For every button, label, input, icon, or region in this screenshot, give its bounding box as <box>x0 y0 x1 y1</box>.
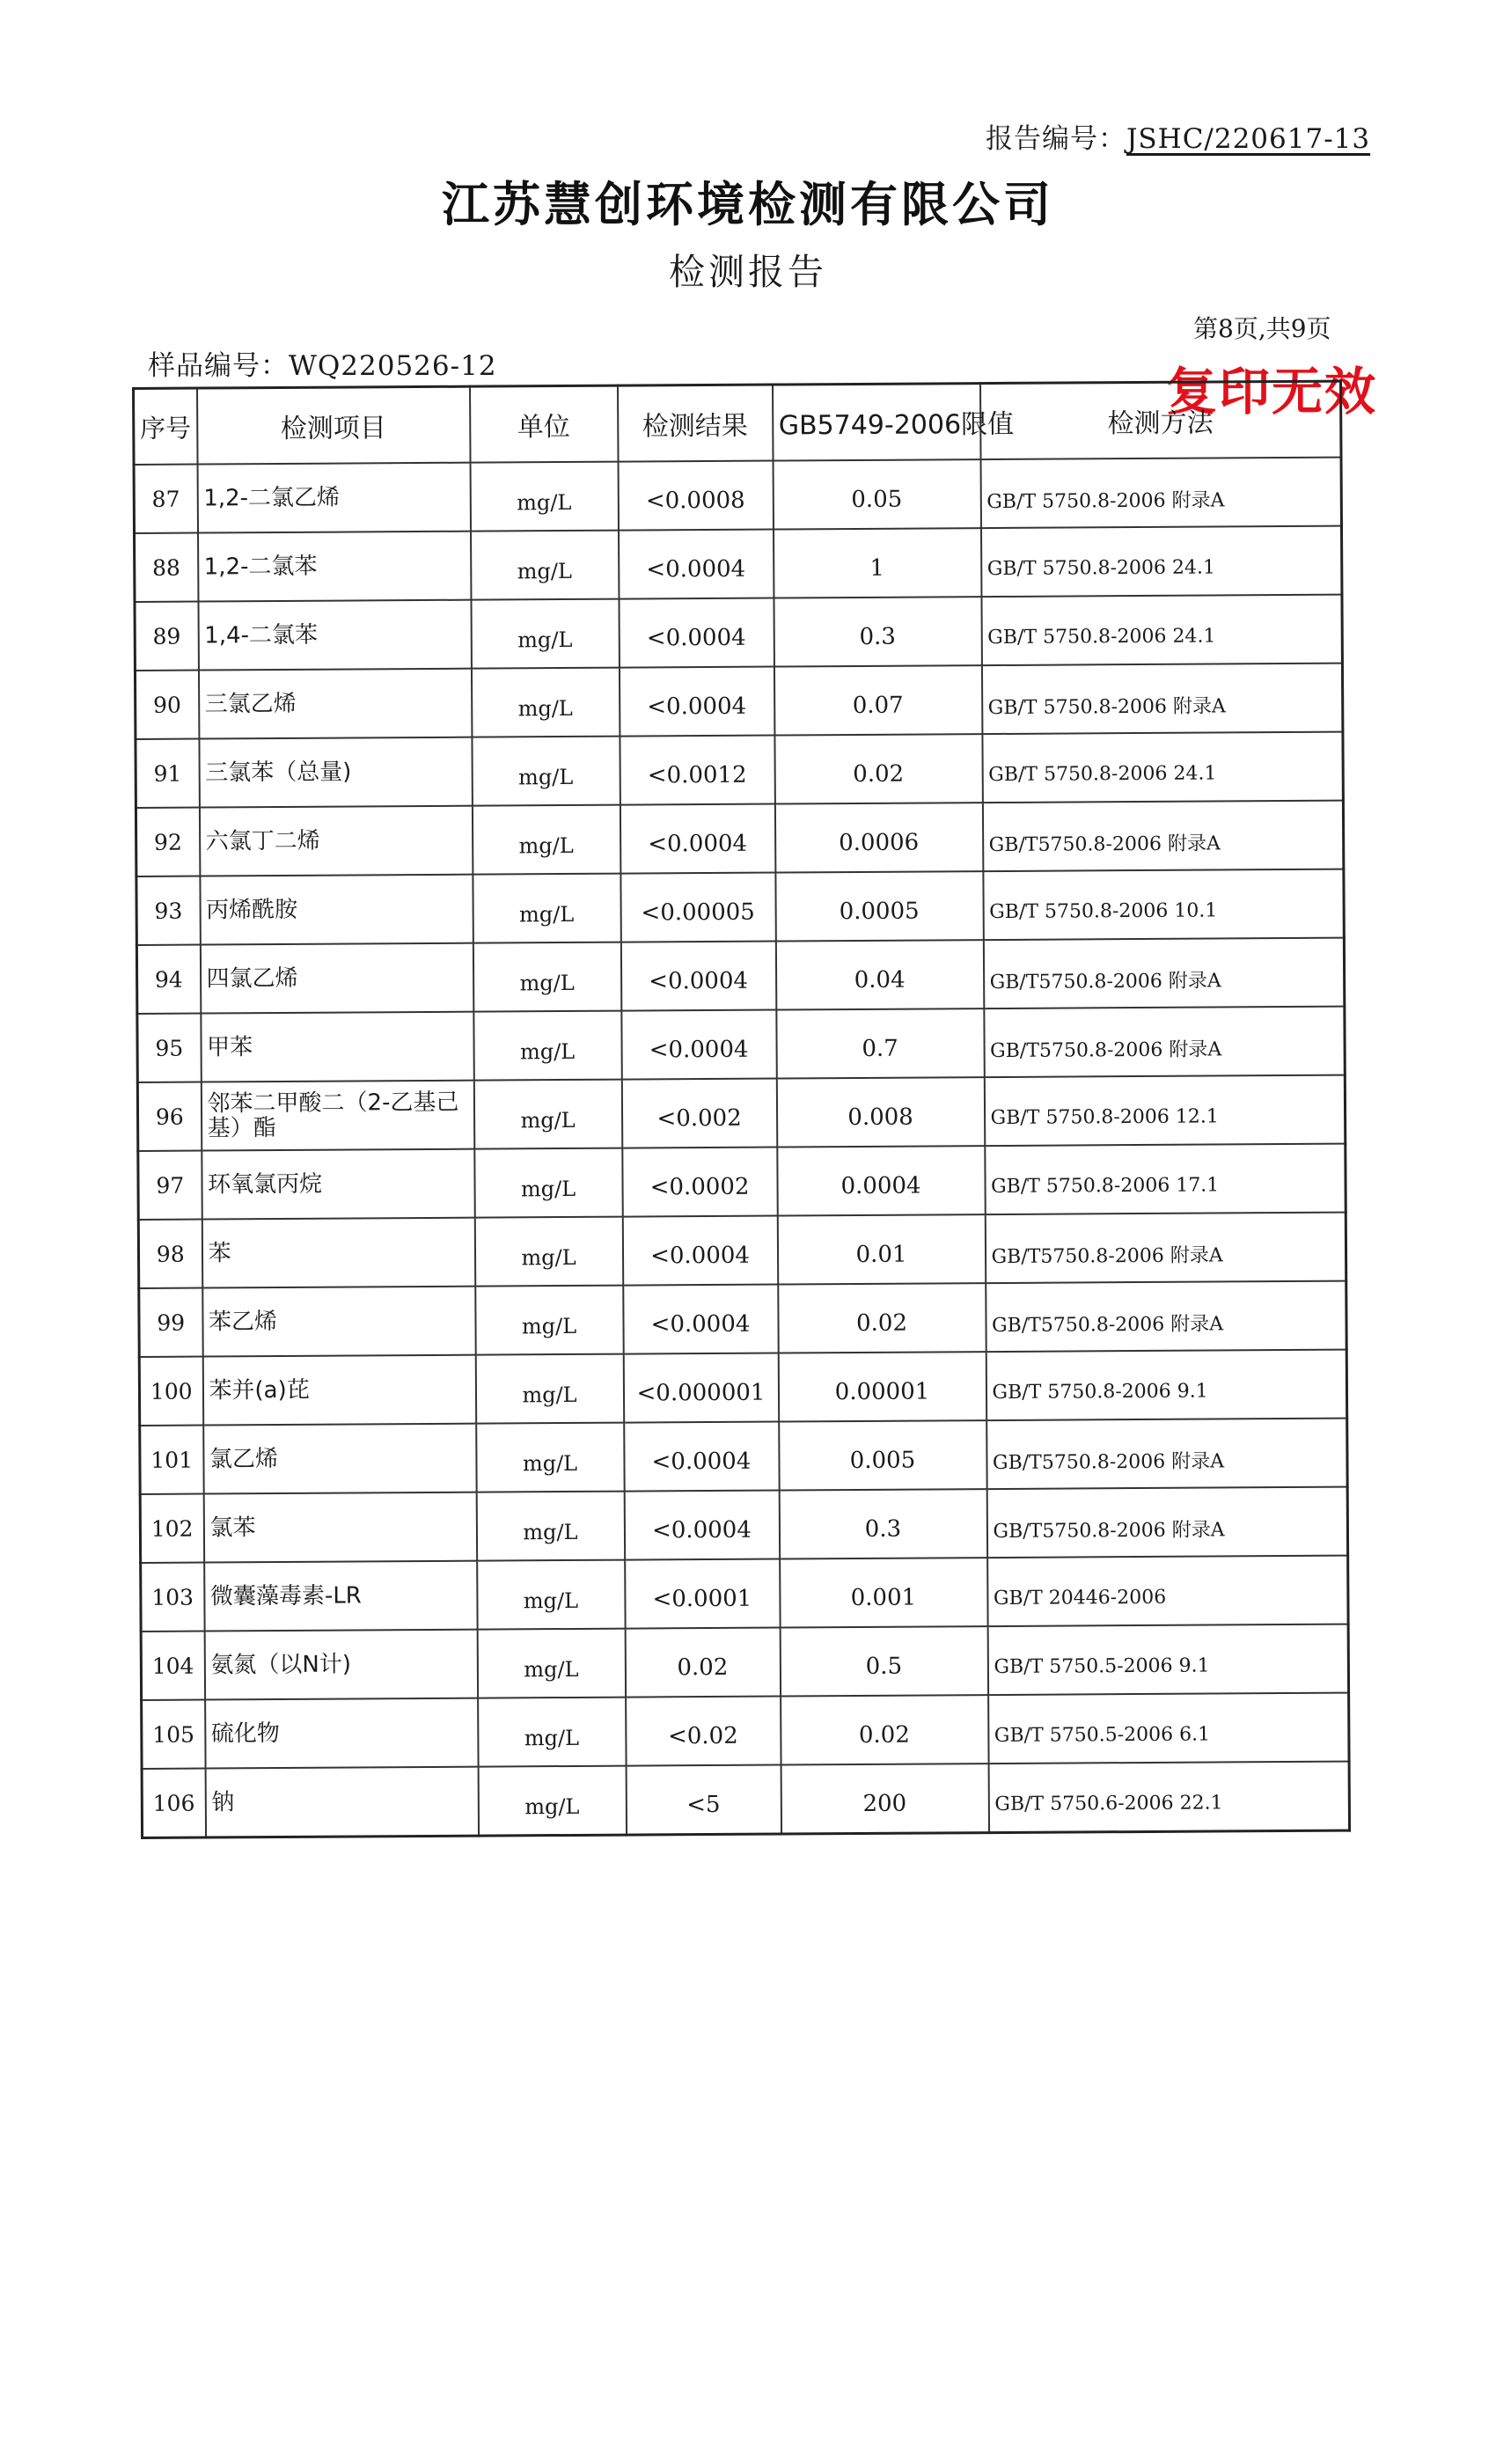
page-indicator: 第8页,共9页 <box>1193 314 1331 343</box>
row-result: <0.002 <box>621 1079 776 1148</box>
row-index: 97 <box>138 1151 202 1220</box>
row-method: GB/T5750.8-2006 附录A <box>986 1487 1347 1558</box>
row-index: 102 <box>140 1494 203 1563</box>
row-result: <0.0004 <box>620 942 775 1011</box>
table-row <box>134 458 1341 533</box>
row-unit: mg/L <box>475 1286 623 1355</box>
row-limit: 0.008 <box>776 1077 984 1147</box>
row-item: 钠 <box>205 1767 478 1837</box>
row-item: 四氯乙烯 <box>200 943 473 1014</box>
table-row <box>142 1762 1349 1838</box>
row-limit: 0.00001 <box>778 1352 986 1421</box>
row-limit: 0.02 <box>781 1695 988 1764</box>
row-index: 106 <box>142 1769 205 1838</box>
row-index: 92 <box>136 808 199 876</box>
table-row <box>141 1556 1348 1632</box>
row-method: GB/T 5750.5-2006 6.1 <box>988 1693 1349 1764</box>
row-unit: mg/L <box>476 1492 624 1561</box>
row-limit: 0.0006 <box>774 803 982 872</box>
table-row <box>135 664 1342 739</box>
row-result: <0.0004 <box>619 667 774 737</box>
row-result: <0.0004 <box>619 598 774 668</box>
col-header-limit: GB5749-2006限值 <box>772 384 980 461</box>
row-item: 苯并(a)芘 <box>202 1355 475 1426</box>
table-row <box>136 732 1343 808</box>
row-limit: 0.3 <box>779 1489 986 1558</box>
row-limit: 200 <box>781 1764 988 1834</box>
row-limit: 0.0004 <box>777 1146 985 1215</box>
row-result: <5 <box>626 1765 781 1836</box>
row-limit: 0.005 <box>779 1420 986 1490</box>
table-row <box>138 1213 1346 1288</box>
row-limit: 0.001 <box>780 1558 987 1627</box>
table-row <box>138 1144 1346 1220</box>
copy-invalid-stamp: 复印无效 <box>1166 362 1378 422</box>
row-item: 邻苯二甲酸二（2-乙基己基）酯 <box>201 1081 473 1151</box>
row-result: <0.000001 <box>623 1353 778 1423</box>
col-header-index: 序号 <box>134 388 198 465</box>
row-index: 89 <box>135 602 198 671</box>
table-row <box>137 1007 1345 1082</box>
row-item: 丙烯酰胺 <box>200 875 473 945</box>
row-limit: 0.5 <box>780 1626 987 1696</box>
row-method: GB/T 20446-2006 <box>987 1556 1348 1627</box>
row-result: <0.0004 <box>619 530 774 599</box>
row-index: 87 <box>134 465 197 533</box>
row-index: 96 <box>137 1082 201 1151</box>
row-item: 苯乙烯 <box>202 1287 475 1357</box>
report-number <box>986 116 1370 156</box>
row-limit: 0.0005 <box>775 871 983 941</box>
row-item: 三氯苯（总量) <box>199 737 472 808</box>
table-header-row <box>134 381 1342 465</box>
table-row <box>137 1075 1345 1151</box>
table-row <box>135 526 1342 602</box>
row-index: 90 <box>135 671 198 739</box>
row-index: 104 <box>141 1632 204 1700</box>
row-index: 94 <box>136 945 200 1014</box>
row-method: GB/T 5750.8-2006 9.1 <box>986 1350 1346 1421</box>
row-unit: mg/L <box>470 462 618 532</box>
report-number-value: JSHC/220617-13 <box>1126 123 1371 155</box>
row-method: GB/T5750.8-2006 附录A <box>986 1419 1347 1490</box>
row-result: <0.00005 <box>620 873 775 942</box>
row-item: 氯苯 <box>203 1492 476 1563</box>
row-method: GB/T 5750.8-2006 10.1 <box>983 869 1344 941</box>
row-result: <0.0012 <box>620 736 774 805</box>
row-limit: 0.02 <box>778 1283 986 1353</box>
row-result: <0.0002 <box>622 1148 777 1217</box>
table-row <box>142 1693 1349 1769</box>
col-header-item: 检测项目 <box>197 386 471 464</box>
row-index: 98 <box>138 1220 202 1288</box>
col-header-unit: 单位 <box>470 385 619 463</box>
row-method: GB/T 5750.8-2006 附录A <box>981 664 1342 735</box>
row-item: 甲苯 <box>201 1012 473 1082</box>
row-index: 100 <box>139 1357 202 1426</box>
row-method: GB/T5750.8-2006 附录A <box>983 938 1344 1009</box>
table-row <box>140 1419 1347 1494</box>
row-item: 氯乙烯 <box>203 1424 476 1494</box>
row-method: GB/T 5750.8-2006 17.1 <box>985 1144 1346 1215</box>
row-unit: mg/L <box>474 1148 622 1218</box>
row-unit: mg/L <box>478 1698 626 1767</box>
row-method: GB/T5750.8-2006 附录A <box>982 801 1343 872</box>
row-method: GB/T 5750.8-2006 附录A <box>980 458 1341 529</box>
sample-number: 样品编号：WQ220526-12 <box>148 350 497 382</box>
row-unit: mg/L <box>471 599 619 669</box>
row-method: GB/T 5750.6-2006 22.1 <box>988 1762 1349 1833</box>
row-index: 101 <box>140 1426 203 1494</box>
row-method: GB/T5750.8-2006 附录A <box>985 1213 1346 1284</box>
row-limit: 0.01 <box>777 1214 985 1284</box>
row-result: <0.0004 <box>621 1010 776 1080</box>
row-unit: mg/L <box>473 874 620 943</box>
row-item: 1,2-二氯苯 <box>198 532 471 602</box>
row-item: 环氧氯丙烷 <box>202 1149 474 1220</box>
row-unit: mg/L <box>478 1766 626 1837</box>
row-method: GB/T 5750.8-2006 24.1 <box>982 732 1343 803</box>
row-method: GB/T 5750.8-2006 24.1 <box>981 595 1342 666</box>
row-method: GB/T 5750.8-2006 12.1 <box>984 1075 1345 1147</box>
report-number-label: 报告编号： <box>986 123 1126 155</box>
row-unit: mg/L <box>471 668 619 737</box>
row-result: <0.0004 <box>623 1285 778 1354</box>
row-unit: mg/L <box>472 805 620 875</box>
table-row <box>139 1350 1346 1426</box>
report-title: 检测报告 <box>669 251 827 293</box>
row-method: GB/T 5750.5-2006 9.1 <box>987 1624 1348 1696</box>
row-unit: mg/L <box>473 1011 621 1081</box>
row-unit: mg/L <box>472 737 620 806</box>
results-table <box>132 380 1351 1839</box>
row-index: 105 <box>142 1700 205 1769</box>
row-index: 93 <box>136 876 200 945</box>
row-result: <0.0004 <box>620 804 774 874</box>
table-row <box>135 595 1342 671</box>
table-row <box>140 1487 1347 1563</box>
row-result: <0.02 <box>626 1697 781 1766</box>
row-result: <0.0004 <box>624 1491 779 1560</box>
row-unit: mg/L <box>471 531 619 600</box>
row-index: 99 <box>139 1288 202 1357</box>
results-table-container <box>132 380 1348 1839</box>
col-header-method: 检测方法 <box>979 381 1341 459</box>
row-unit: mg/L <box>473 1080 621 1149</box>
row-unit: mg/L <box>475 1354 623 1424</box>
row-item: 1,4-二氯苯 <box>198 600 471 671</box>
row-method: GB/T5750.8-2006 附录A <box>986 1281 1346 1353</box>
row-index: 88 <box>135 533 198 602</box>
row-limit: 0.02 <box>774 734 982 803</box>
table-row <box>139 1281 1346 1357</box>
row-unit: mg/L <box>477 1560 625 1630</box>
row-result: <0.0004 <box>624 1422 779 1492</box>
row-result: <0.0008 <box>618 461 773 531</box>
row-index: 103 <box>141 1563 204 1632</box>
row-item: 1,2-二氯乙烯 <box>197 463 470 533</box>
row-method: GB/T5750.8-2006 附录A <box>984 1007 1345 1078</box>
row-item: 氨氮（以N计) <box>204 1630 477 1700</box>
row-index: 91 <box>136 739 199 808</box>
row-limit: 0.7 <box>776 1008 984 1078</box>
row-item: 三氯乙烯 <box>198 669 471 739</box>
row-unit: mg/L <box>474 1217 622 1287</box>
row-method: GB/T 5750.8-2006 24.1 <box>980 526 1341 598</box>
table-row <box>141 1624 1348 1700</box>
row-index: 95 <box>137 1014 201 1082</box>
row-unit: mg/L <box>477 1629 625 1698</box>
row-limit: 0.04 <box>775 940 983 1009</box>
row-item: 苯 <box>202 1218 474 1288</box>
row-item: 六氯丁二烯 <box>199 806 472 876</box>
table-row <box>136 801 1343 876</box>
table-row <box>136 938 1344 1014</box>
row-item: 硫化物 <box>205 1698 478 1769</box>
row-limit: 0.05 <box>773 459 980 529</box>
row-unit: mg/L <box>473 942 620 1012</box>
row-limit: 0.3 <box>774 597 981 666</box>
row-result: <0.0001 <box>625 1559 780 1629</box>
col-header-result: 检测结果 <box>617 385 773 462</box>
company-name: 江苏慧创环境检测有限公司 <box>442 177 1054 232</box>
row-result: 0.02 <box>625 1628 780 1698</box>
row-item: 微囊藻毒素-LR <box>204 1561 477 1632</box>
row-unit: mg/L <box>476 1423 624 1492</box>
row-limit: 1 <box>774 528 981 598</box>
table-row <box>136 869 1344 945</box>
row-result: <0.0004 <box>622 1216 777 1286</box>
row-limit: 0.07 <box>774 665 981 735</box>
